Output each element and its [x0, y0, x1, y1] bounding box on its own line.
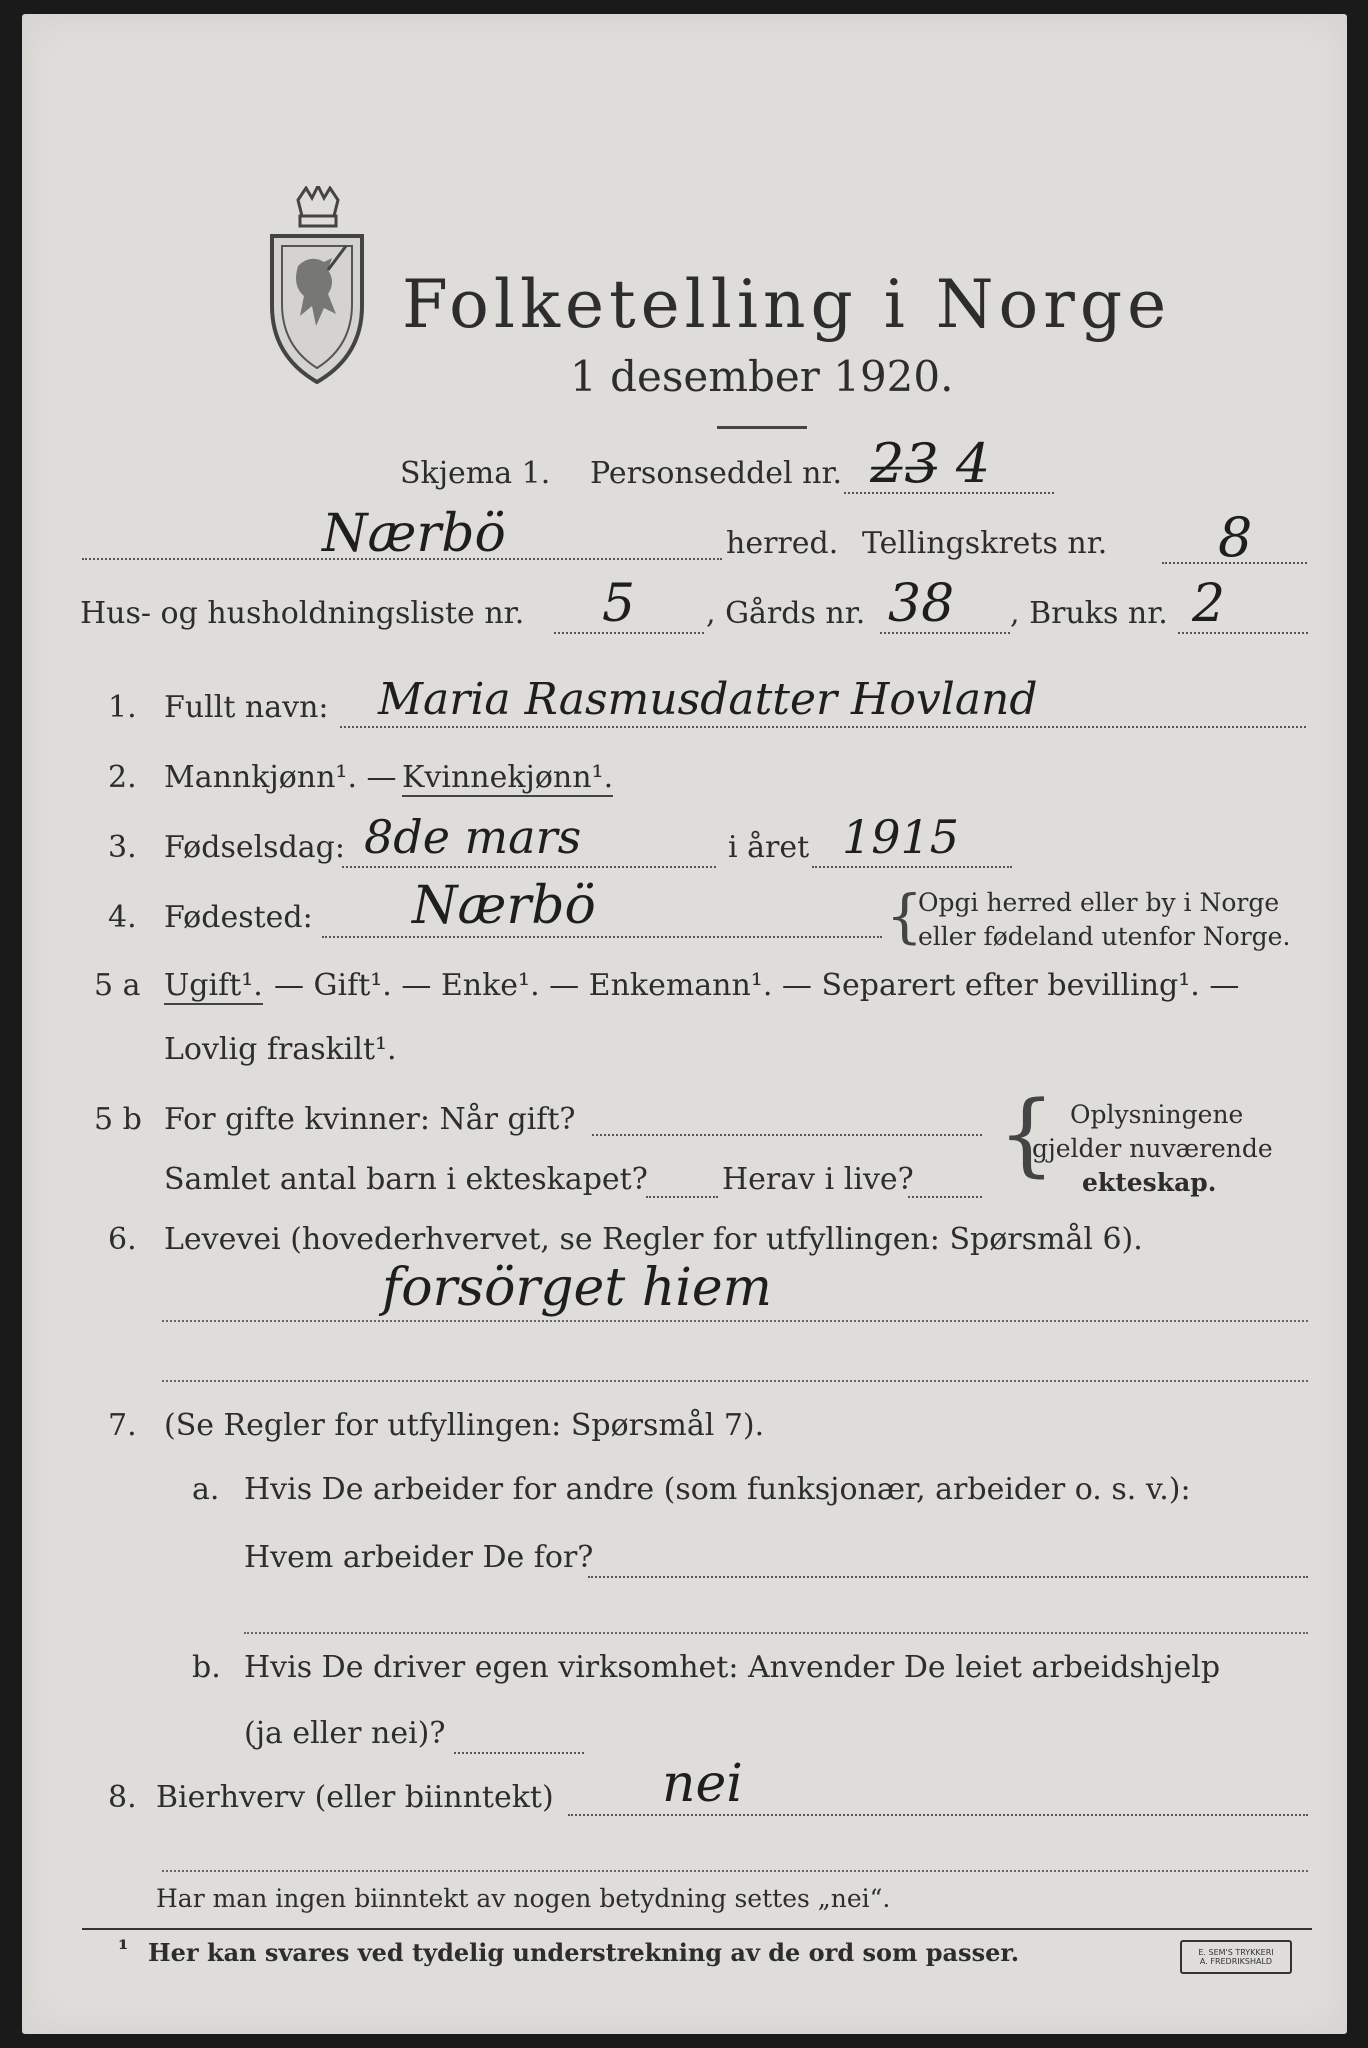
q6-line2 — [162, 1380, 1308, 1382]
q6-line1 — [162, 1320, 1308, 1322]
q7-number: 7. — [108, 1408, 137, 1443]
q5b-number: 5 b — [94, 1102, 142, 1137]
q1-number: 1. — [108, 690, 137, 725]
occupation-value[interactable]: forsörget hiem — [382, 1258, 772, 1318]
birthplace-line — [322, 936, 882, 938]
title-divider — [717, 426, 807, 429]
birthdate-value[interactable]: 8de mars — [364, 810, 582, 864]
census-date: 1 desember 1920. — [570, 352, 954, 401]
norwegian-coat-of-arms-icon — [258, 186, 376, 386]
herred-label: herred. — [726, 526, 839, 561]
married-when-line — [592, 1134, 982, 1136]
census-form — [22, 14, 1347, 2034]
birthdate-line — [342, 866, 716, 868]
footnote-text: Her kan svares ved tydelig understrekning av de ord som passer. — [148, 1938, 1020, 1967]
q5b-children-label: Samlet antal barn i ekteskapet? — [164, 1162, 648, 1197]
stamp-line1: E. SEM'S TRYKKERI — [1198, 1948, 1274, 1957]
q6-number: 6. — [108, 1222, 137, 1257]
q7-label: (Se Regler for utfyllingen: Spørsmål 7). — [164, 1408, 765, 1443]
printer-stamp — [1180, 1940, 1292, 1974]
tellingskrets-label: Tellingskrets nr. — [862, 526, 1108, 561]
q4-label: Fødested: — [164, 900, 313, 935]
q3-number: 3. — [108, 830, 137, 865]
q5b-brace: { — [998, 1082, 1056, 1187]
hired-help-line — [454, 1752, 584, 1754]
herred-value[interactable]: Nærbö — [322, 504, 506, 564]
stamp-line2: A. FREDRIKSHALD — [1199, 1957, 1273, 1966]
full-name-value[interactable]: Maria Rasmusdatter Hovland — [378, 674, 1038, 725]
q4-note-line1: Opgi herred eller by i Norge — [918, 888, 1280, 917]
q5b-note1: Oplysningene — [1070, 1100, 1244, 1129]
q5b-alive-label: Herav i live? — [722, 1162, 914, 1197]
q5b-note3: ekteskap. — [1082, 1168, 1217, 1197]
tellingskrets-value[interactable]: 8 — [1218, 506, 1253, 569]
year-label: i året — [728, 830, 810, 865]
q4-brace: { — [886, 882, 923, 950]
bruks-label: , Bruks nr. — [1010, 596, 1168, 631]
skjema-label: Skjema 1. — [400, 456, 551, 491]
q4-note-line2: eller fødeland utenfor Norge. — [918, 922, 1291, 951]
q8-number: 8. — [108, 1780, 137, 1815]
birthplace-value[interactable]: Nærbö — [412, 876, 596, 936]
q6-label: Levevei (hovederhvervet, se Regler for utfyllingen: Spørsmål 6). — [164, 1222, 1143, 1257]
fraskilt-option[interactable]: Lovlig fraskilt¹. — [164, 1032, 397, 1067]
q5a-number: 5 a — [94, 968, 141, 1003]
q8-label: Bierhverv (eller biinntekt) — [156, 1780, 554, 1815]
side-income-line — [568, 1814, 1308, 1816]
footer-note: Har man ingen biinntekt av nogen betydning settes „nei“. — [156, 1884, 891, 1913]
employer-line — [588, 1576, 1308, 1578]
birth-year-line — [812, 866, 1012, 868]
alive-line — [908, 1196, 982, 1198]
personseddel-label: Personseddel nr. — [590, 456, 843, 491]
gards-label: , Gårds nr. — [706, 596, 866, 631]
q7a-line2: Hvem arbeider De for? — [244, 1540, 594, 1575]
husliste-value[interactable]: 5 — [602, 574, 636, 634]
q5b-note2: gjelder nuværende — [1032, 1134, 1273, 1163]
personseddel-value[interactable]: 2̶3̶ 4 — [870, 432, 991, 495]
q7b-line1: Hvis De driver egen virksomhet: Anvender De leiet arbeidshjelp — [244, 1650, 1221, 1685]
q1-label: Fullt navn: — [164, 690, 329, 725]
q7b-number: b. — [192, 1650, 221, 1685]
form-title: Folketelling i Norge — [402, 266, 1172, 343]
q7a-number: a. — [192, 1472, 220, 1507]
q8-line2 — [162, 1870, 1308, 1872]
employer-line2 — [244, 1632, 1308, 1634]
birth-year-value[interactable]: 1915 — [842, 810, 960, 864]
q7a-line1: Hvis De arbeider for andre (som funksjonær, arbeider o. s. v.): — [244, 1472, 1191, 1507]
q5b-line1: For gifte kvinner: Når gift? — [164, 1102, 576, 1137]
bruks-value[interactable]: 2 — [1192, 574, 1226, 634]
gards-value[interactable]: 38 — [888, 574, 955, 634]
footnote-mark: ¹ — [118, 1934, 129, 1963]
ugift-option[interactable]: Ugift¹. — [164, 968, 263, 1003]
q1-line — [340, 726, 1306, 728]
q4-number: 4. — [108, 900, 137, 935]
side-income-value[interactable]: nei — [662, 1754, 743, 1814]
husliste-label: Hus- og husholdningsliste nr. — [80, 596, 525, 631]
children-line — [646, 1196, 718, 1198]
marital-options[interactable]: — Gift¹. — Enke¹. — Enkemann¹. — Separert efter bevilling¹. — — [274, 968, 1240, 1003]
q2-number: 2. — [108, 760, 137, 795]
q7b-line2: (ja eller nei)? — [244, 1716, 446, 1751]
kvinnekjonn-option[interactable]: Kvinnekjønn¹. — [402, 760, 614, 795]
q3-label: Fødselsdag: — [164, 830, 345, 865]
mannkjonn-option[interactable]: Mannkjønn¹. — — [164, 760, 397, 795]
footer-divider — [82, 1928, 1312, 1930]
